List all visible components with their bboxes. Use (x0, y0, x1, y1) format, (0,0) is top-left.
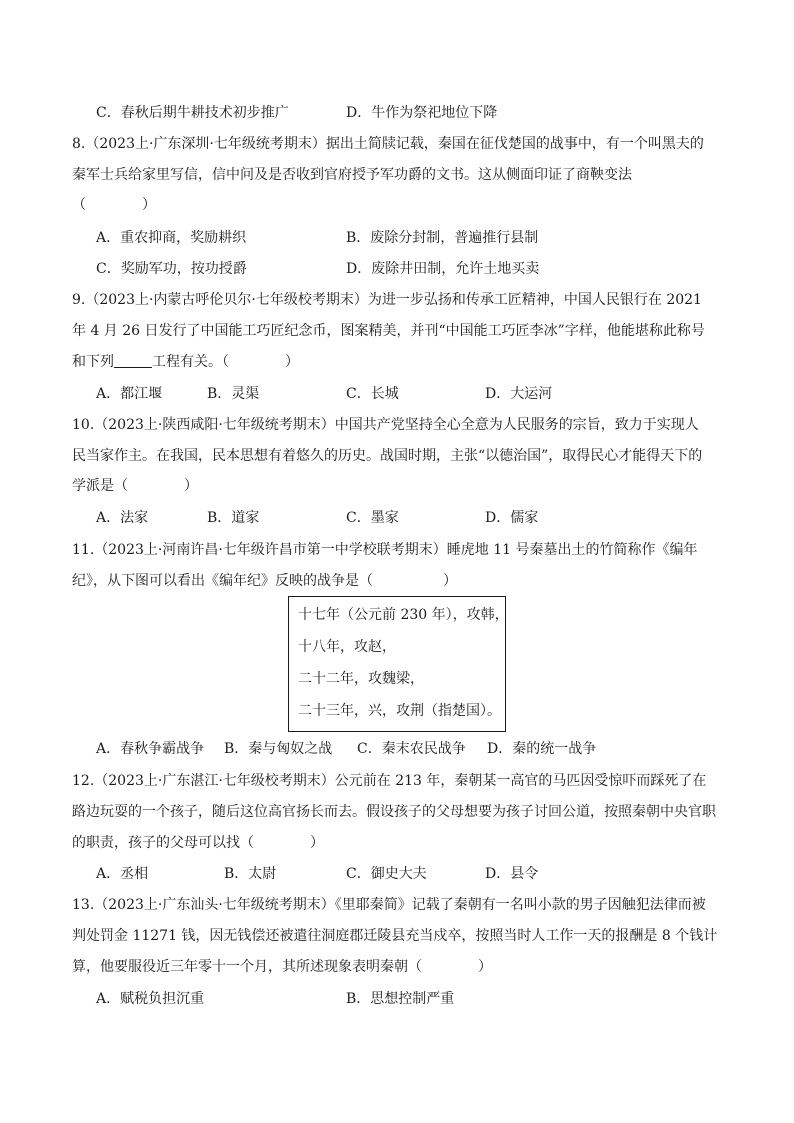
excerpt-line: 十八年，攻赵， (298, 639, 396, 655)
q9-stem-line3 (72, 352, 299, 372)
q11-stem-line1: 11.（2023上·河南许昌·七年级许昌市第一中学校联考期末）睡虎地 11 号秦墓出土的竹简称作《编年 (72, 542, 698, 558)
q11-stem-line2: 纪》，从下图可以看出《编年纪》反映的战争是（ ） (72, 573, 457, 589)
q8-answer-paren: （ ） (72, 197, 156, 213)
q11-option-b[interactable]: B．秦与匈奴之战 (224, 741, 333, 757)
q13-stem-line2: 判处罚金 11271 钱，因无钱偿还被遣往洞庭郡迁陵县充当戍卒，按照当时人工作一天的报酬是 8 个钱计 (72, 928, 718, 944)
q11-option-d[interactable]: D．秦的统一战争 (487, 741, 597, 757)
q12-option-b[interactable]: B．太尉 (224, 866, 277, 882)
q13-stem-line1: 13.（2023上·广东汕头·七年级统考期末）《里耶秦简》记载了秦朝有一名叫小款的男子因触犯法律而被 (72, 897, 706, 913)
q8-option-d[interactable]: D．废除井田制，允许土地买卖 (346, 261, 540, 277)
q13-option-a[interactable]: A．赋税负担沉重 (96, 991, 205, 1007)
q9-option-a[interactable]: A．都江堰 (96, 386, 163, 402)
q12-stem-line3: 的职责，孩子的父母可以找（ ） (72, 835, 324, 851)
q9-stem-line2: 年 4 月 26 日发行了中国能工巧匠纪念币，图案精美，并刊“中国能工巧匠李冰”字样，他能堪称此称号 (72, 323, 705, 339)
q8-option-b[interactable]: B．废除分封制，普遍推行县制 (346, 230, 539, 246)
q9-option-b[interactable]: B．灵渠 (207, 386, 260, 402)
excerpt-line: 二十三年，兴，攻荆（指楚国）。 (298, 703, 501, 719)
excerpt-line: 二十二年，攻魏梁， (298, 671, 424, 687)
q12-option-c[interactable]: C．御史大夫 (346, 866, 427, 882)
q10-option-b[interactable]: B．道家 (207, 510, 260, 526)
q13-stem-line3: 算，他要服役近三年零十一个月，其所述现象表明秦朝（ ） (72, 959, 492, 975)
q10-option-d[interactable]: D．儒家 (485, 510, 539, 526)
q8-option-a[interactable]: A．重农抑商，奖励耕织 (96, 230, 247, 246)
q12-stem-line2: 路边玩耍的一个孩子，随后这位高官扬长而去。假设孩子的父母想要为孩子讨回公道，按照秦朝中央官职 (72, 804, 716, 820)
chronicle-excerpt-box (288, 596, 509, 732)
fill-in-blank[interactable] (114, 353, 152, 368)
q12-option-a[interactable]: A．丞相 (96, 866, 149, 882)
q11-option-a[interactable]: A．春秋争霸战争 (96, 741, 205, 757)
q8-stem-line2: 秦军士兵给家里写信，信中问及是否收到官府授予军功爵的文书。这从侧面印证了商鞅变法 (72, 167, 632, 183)
q10-stem-line1: 10.（2023上·陕西咸阳·七年级统考期末）中国共产党坚持全心全意为人民服务的宗旨，致力于实现人 (72, 417, 699, 433)
q10-stem-line2: 民当家作主。在我国，民本思想有着悠久的历史。战国时期，主张“以德治国”，取得民心才能得天下的 (72, 448, 703, 464)
q10-option-a[interactable]: A．法家 (96, 510, 149, 526)
q10-stem-line3: 学派是（ ） (72, 478, 198, 494)
q9-stem-line3-post: 工程有关。（ ） (152, 354, 299, 370)
q12-stem-line1: 12.（2023上·广东湛江·七年级校考期末）公元前在 213 年，秦朝某一高官的马匹因受惊吓而踩死了在 (72, 773, 707, 789)
excerpt-line: 十七年（公元前 230 年），攻韩， (298, 607, 509, 623)
q10-option-c[interactable]: C．墨家 (346, 510, 399, 526)
q8-stem-line1: 8.（2023上·广东深圳·七年级统考期末）据出土简牍记载，秦国在征伐楚国的战事中，有一个叫黑夫的 (72, 136, 704, 152)
q9-stem-line1: 9.（2023上·内蒙古呼伦贝尔·七年级校考期末）为进一步弘扬和传承工匠精神，中国人民银行在 2021 (72, 292, 702, 308)
q7-option-c[interactable]: C．春秋后期牛耕技术初步推广 (96, 105, 289, 121)
q8-option-c[interactable]: C．奖励军功，按功授爵 (96, 261, 247, 277)
q13-option-b[interactable]: B．思想控制严重 (346, 991, 455, 1007)
q12-option-d[interactable]: D．县令 (485, 866, 539, 882)
q7-option-d[interactable]: D．牛作为祭祀地位下降 (346, 105, 498, 121)
q9-option-d[interactable]: D．大运河 (485, 386, 553, 402)
q11-option-c[interactable]: C．秦末农民战争 (357, 741, 466, 757)
q9-stem-line3-pre: 和下列 (72, 354, 114, 370)
q9-option-c[interactable]: C．长城 (346, 386, 399, 402)
